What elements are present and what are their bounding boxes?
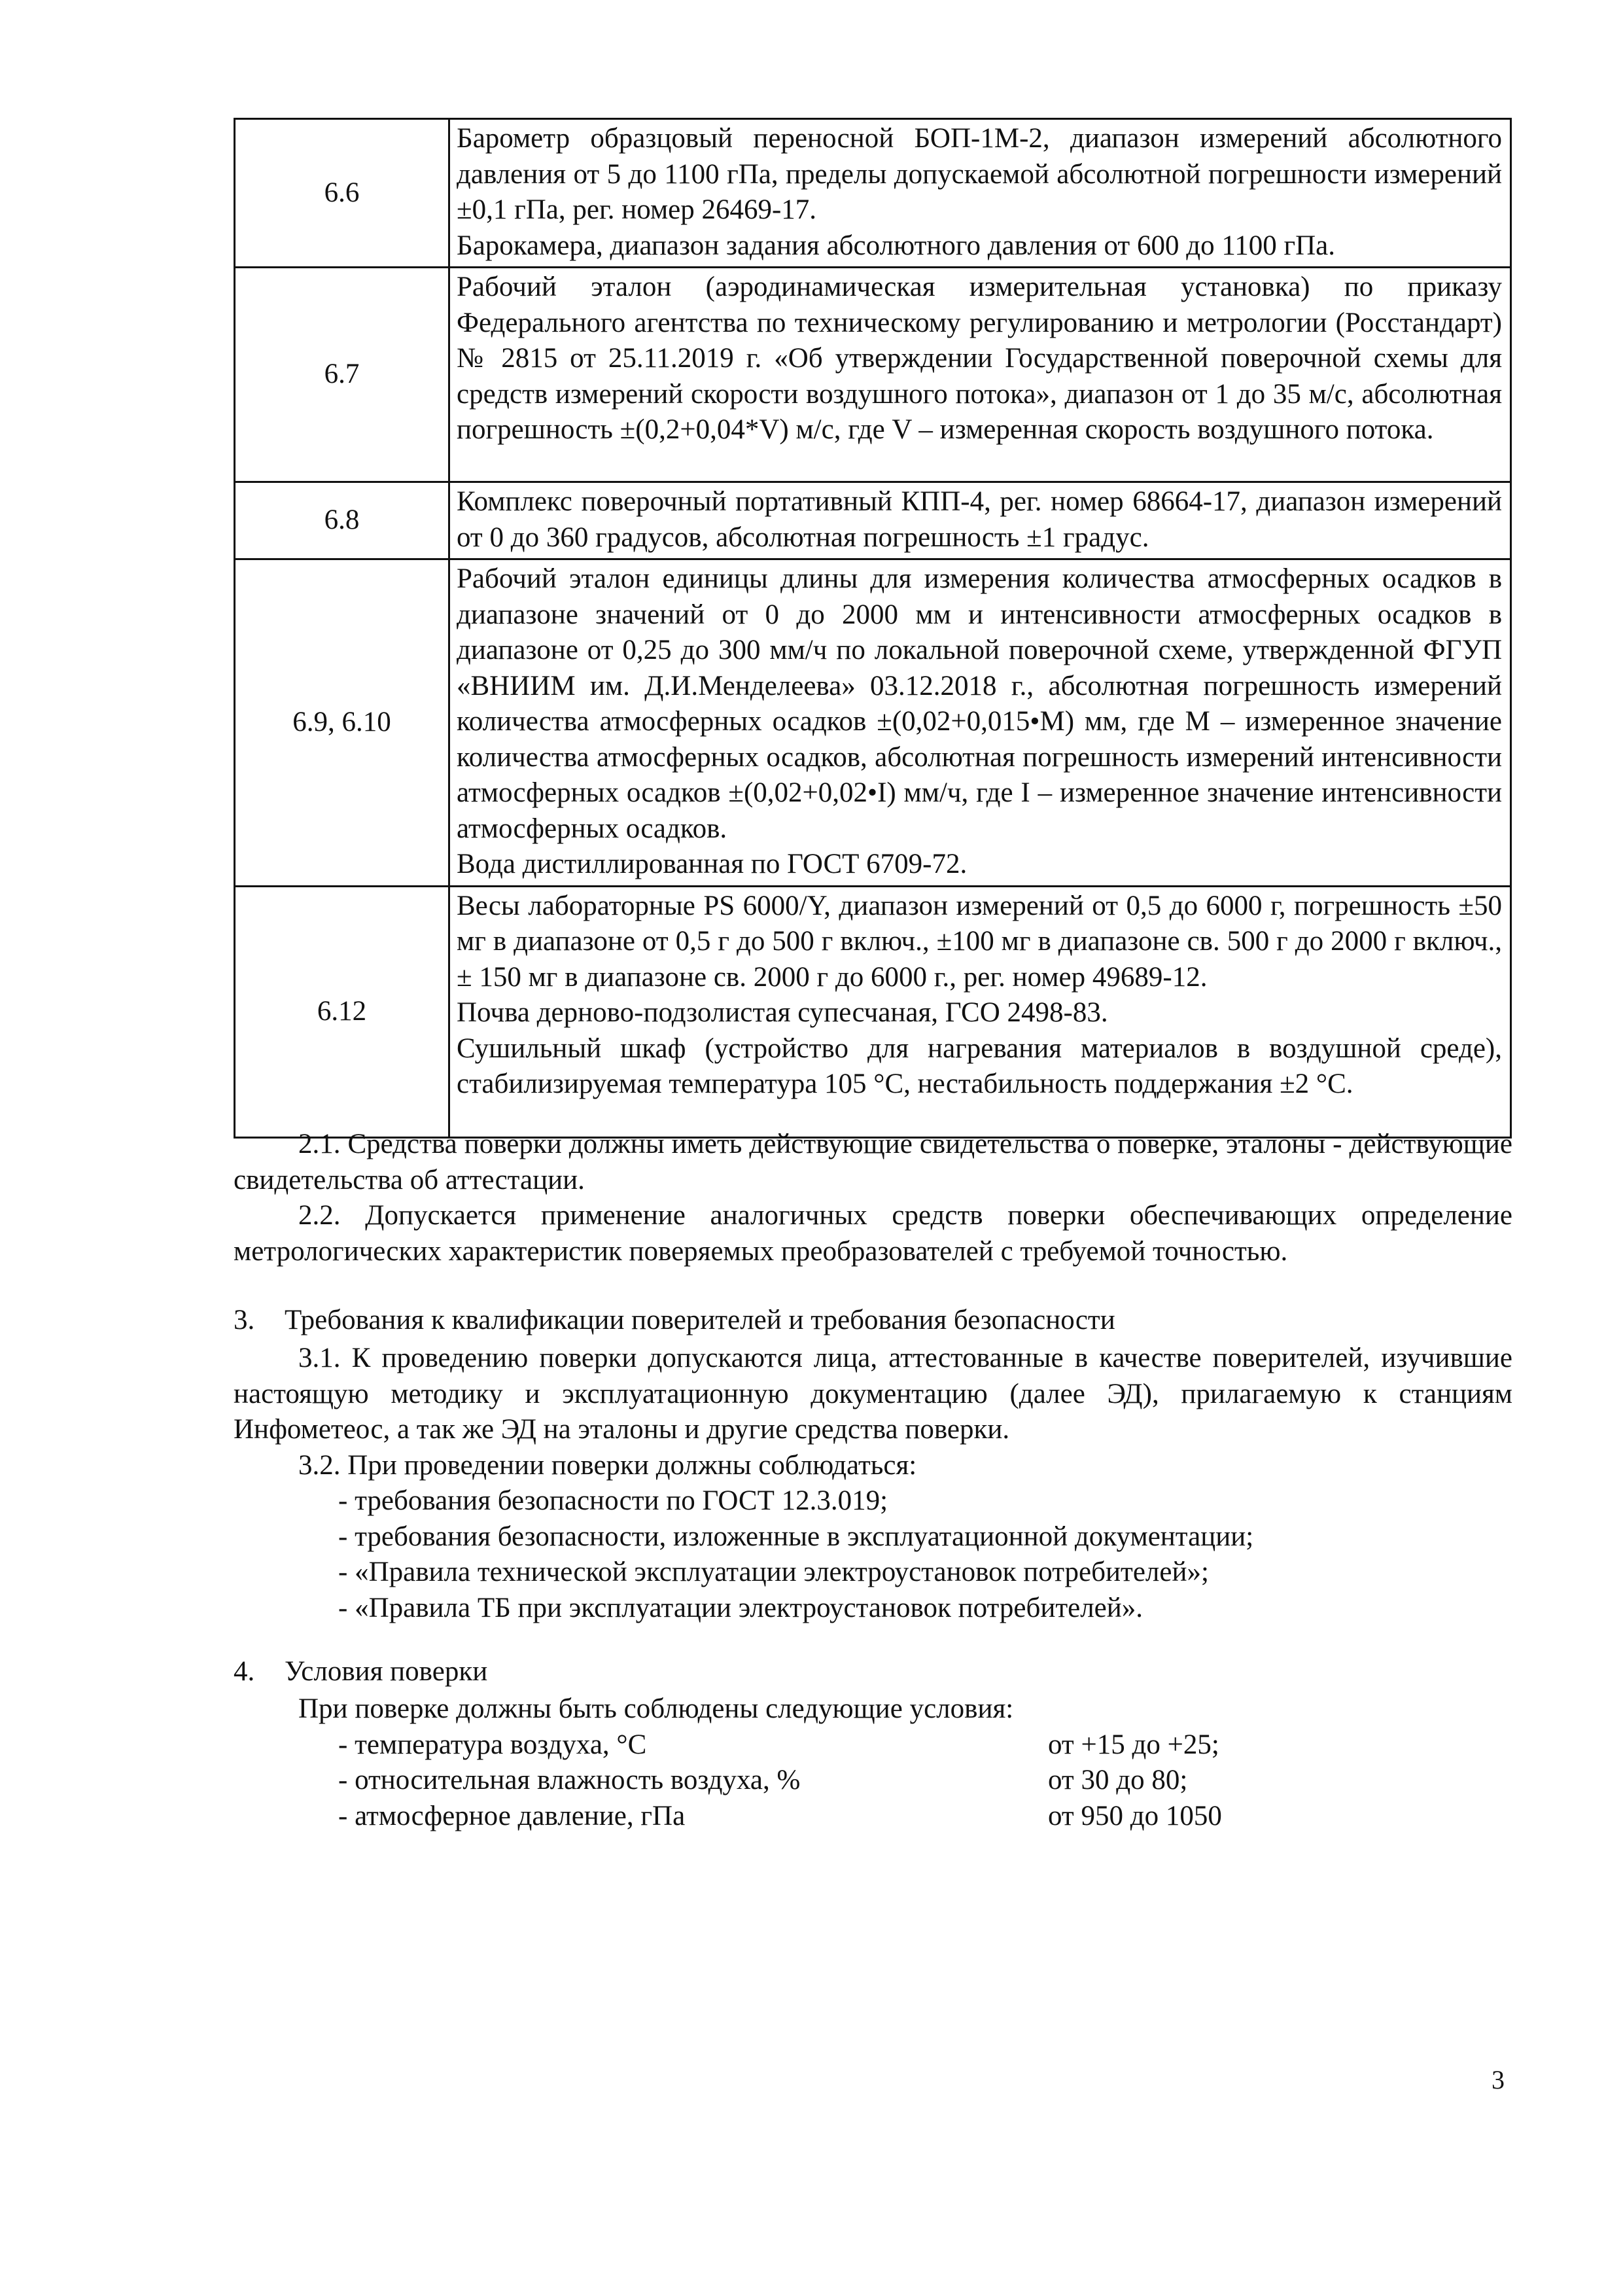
row-number: 6.8 bbox=[235, 482, 449, 559]
paragraph-2-2-block bbox=[234, 1198, 1512, 1269]
section-3-title: Требования к квалификации поверителей и требования безопасности bbox=[285, 1305, 1115, 1335]
condition-label: - температура воздуха, °С bbox=[338, 1729, 647, 1760]
description-paragraph: Рабочий эталон (аэродинамическая измерительная установка) по приказу Федерального агентства по техническому регулированию и метрологии (Росстандарт) № 2815 от 25.11.2019 г. «Об утверждении Государственной поверочной схемы для средств измерений скорости воздушного потока», диапазон от 1 до 35 м/с, абсолютная погрешность ±(0,2+0,04*V) м/с, где V – измеренная скорость воздушного потока. bbox=[457, 272, 1502, 445]
row-number: 6.12 bbox=[235, 886, 449, 1137]
condition-value: от 950 до 1050 bbox=[1048, 1800, 1222, 1831]
condition-value: от 30 до 80; bbox=[1048, 1765, 1188, 1795]
row-number: 6.6 bbox=[235, 119, 449, 268]
description-paragraph: Почва дерново-подзолистая супесчаная, ГСО 2498-83. bbox=[457, 997, 1108, 1028]
condition-row bbox=[234, 1799, 1512, 1835]
condition-label: - относительная влажность воздуха, % bbox=[338, 1765, 801, 1795]
row-description bbox=[449, 268, 1511, 482]
row-description bbox=[449, 886, 1511, 1137]
description-paragraph: Комплекс поверочный портативный КПП-4, рег. номер 68664-17, диапазон измерений от 0 до 360 градусов, абсолютная погрешность ±1 градус. bbox=[457, 486, 1502, 553]
table-row bbox=[235, 268, 1511, 482]
list-item: - требования безопасности, изложенные в эксплуатационной документации; bbox=[338, 1521, 1254, 1552]
row-description bbox=[449, 482, 1511, 559]
list-item: - «Правила технической эксплуатации электроустановок потребителей»; bbox=[338, 1557, 1209, 1587]
description-paragraph: Рабочий эталон единицы длины для измерения количества атмосферных осадков в диапазоне значений от 0 до 2000 мм и интенсивности атмосферных осадков в диапазоне от 0,25 до 300 мм/ч по локальной поверочной схеме, утвержденной ФГУП «ВНИИМ им. Д.И.Менделеева» 03.12.2018 г., абсолютная погрешность измерений количества атмосферных осадков ±(0,02+0,015•М) мм, где М – измеренное значение количества атмосферных осадков, абсолютная погрешность измерений интенсивности атмосферных осадков ±(0,02+0,02•I) мм/ч, где I – измеренное значение интенсивности атмосферных осадков. bbox=[457, 563, 1502, 844]
condition-value: от +15 до +25; bbox=[1048, 1729, 1219, 1760]
paragraph-2-1-block bbox=[234, 1127, 1512, 1198]
list-item: - требования безопасности по ГОСТ 12.3.019; bbox=[338, 1485, 888, 1516]
condition-row bbox=[234, 1727, 1512, 1763]
table-row bbox=[235, 119, 1511, 268]
row-description bbox=[449, 559, 1511, 887]
section-3-body bbox=[234, 1341, 1512, 1626]
row-number: 6.9, 6.10 bbox=[235, 559, 449, 887]
paragraph-2-2: 2.2. Допускается применение аналогичных средств поверки обеспечивающих определение метрологических характеристик поверяемых преобразователей с требуемой точностью. bbox=[234, 1200, 1512, 1267]
description-paragraph: Вода дистиллированная по ГОСТ 6709-72. bbox=[457, 849, 968, 879]
conditions-intro: При поверке должны быть соблюдены следующие условия: bbox=[298, 1693, 1014, 1724]
section-3-number: 3. bbox=[234, 1305, 255, 1335]
paragraph-3-1: 3.1. К проведению поверки допускаются лица, аттестованные в качестве поверителей, изучившие настоящую методику и эксплуатационную документацию (далее ЭД), прилагаемую к станциям Инфометеос, а так же ЭД на эталоны и другие средства поверки. bbox=[234, 1343, 1512, 1445]
condition-label: - атмосферное давление, гПа bbox=[338, 1800, 686, 1831]
description-paragraph: Сушильный шкаф (устройство для нагревания материалов в воздушной среде), стабилизируемая температура 105 °С, нестабильность поддержания ±2 °С. bbox=[457, 1033, 1502, 1099]
paragraph-3-2: 3.2. При проведении поверки должны соблюдаться: bbox=[298, 1449, 917, 1481]
section-4-title: Условия поверки bbox=[285, 1656, 488, 1687]
equipment-table bbox=[234, 118, 1512, 1139]
section-4-body bbox=[234, 1691, 1512, 1834]
section-4-number: 4. bbox=[234, 1656, 255, 1687]
page-number: 3 bbox=[1492, 2065, 1505, 2094]
condition-row bbox=[234, 1763, 1512, 1799]
table-row bbox=[235, 559, 1511, 887]
row-number: 6.7 bbox=[235, 268, 449, 482]
description-paragraph: Барокамера, диапазон задания абсолютного давления от 600 до 1100 гПа. bbox=[457, 230, 1336, 261]
row-description bbox=[449, 119, 1511, 268]
list-item: - «Правила ТБ при эксплуатации электроустановок потребителей». bbox=[338, 1592, 1143, 1623]
table-row bbox=[235, 482, 1511, 559]
paragraph-2-1: 2.1. Средства поверки должны иметь действующие свидетельства о поверке, эталоны - действующие свидетельства об аттестации. bbox=[234, 1129, 1512, 1195]
table-row bbox=[235, 886, 1511, 1137]
description-paragraph: Барометр образцовый переносной БОП-1М-2, диапазон измерений абсолютного давления от 5 до 1100 гПа, пределы допускаемой абсолютной погрешности измерений ±0,1 гПа, рег. номер 26469-17. bbox=[457, 123, 1502, 225]
description-paragraph: Весы лабораторные PS 6000/Y, диапазон измерений от 0,5 до 6000 г, погрешность ±50 мг в диапазоне от 0,5 г до 500 г включ., ±100 мг в диапазоне св. 500 г до 2000 г включ., ± 150 мг в диапазоне св. 2000 г до 6000 г., рег. номер 49689-12. bbox=[457, 890, 1502, 993]
